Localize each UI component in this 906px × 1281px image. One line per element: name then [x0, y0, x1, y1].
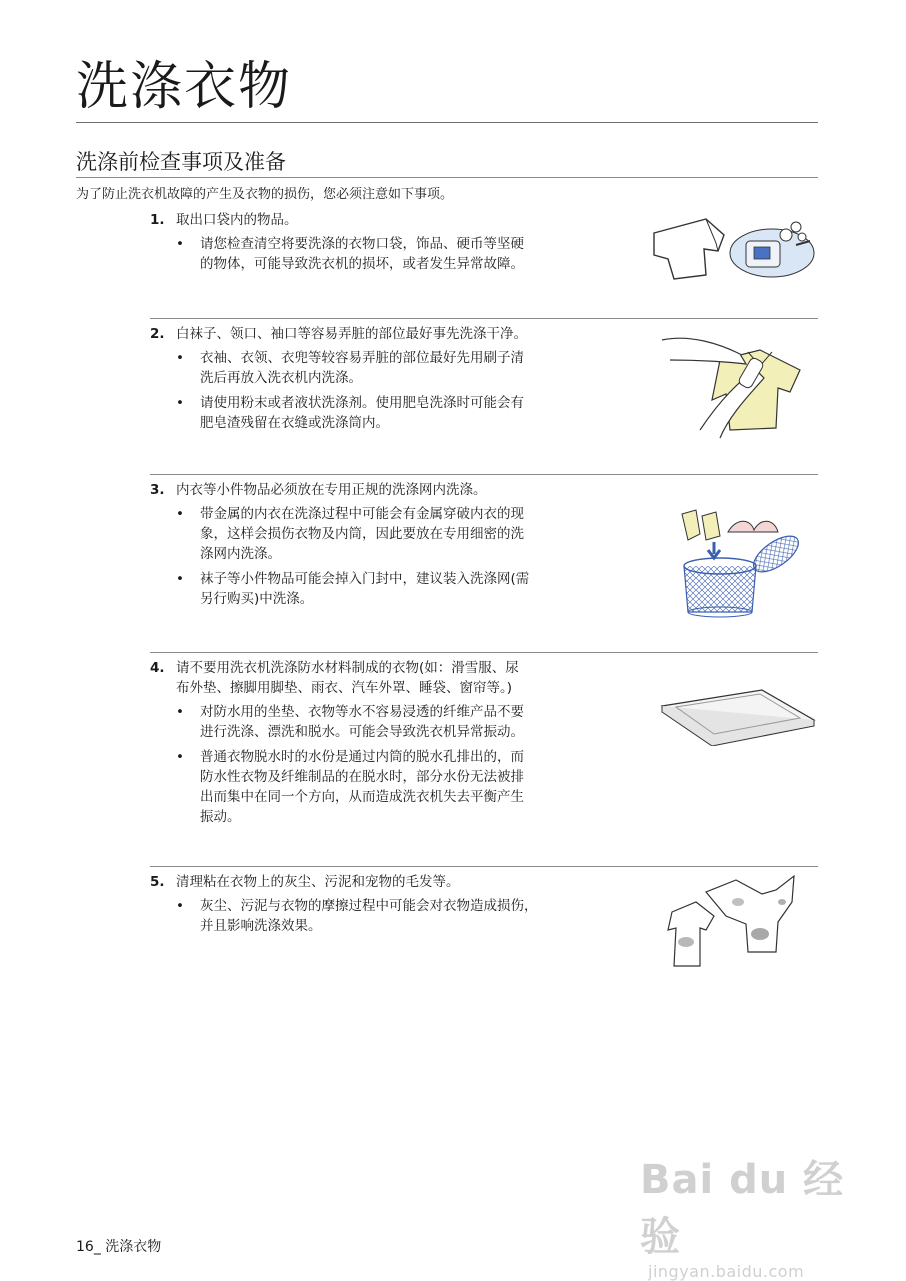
- item-heading: 请不要用洗衣机洗涤防水材料制成的衣物(如：滑雪服、尿: [176, 660, 519, 676]
- title-divider: [76, 122, 818, 123]
- bullet-line: 象，这样会损伤衣物及内筒，因此要放在专用细密的洗: [200, 526, 524, 542]
- bullet-line: • 带金属的内衣在洗涤过程中可能会有金属穿破内衣的现: [200, 506, 524, 522]
- item-heading: 布外垫、擦脚用脚垫、雨衣、汽车外罩、睡袋、窗帘等。): [176, 680, 513, 696]
- item-number: 4.: [150, 660, 165, 676]
- list-item-4: [150, 658, 600, 832]
- bullet-line: • 请使用粉末或者液状洗涤剂。使用肥皂洗涤时可能会有: [200, 395, 524, 411]
- laundry-net-illustration: [666, 500, 816, 620]
- list-item-3: [150, 480, 600, 614]
- bullet-line: • 普通衣物脱水时的水份是通过内筒的脱水孔排出的，而: [200, 749, 524, 765]
- dirty-clothes-illustration: [666, 872, 806, 972]
- list-item-1: [150, 210, 600, 279]
- bullet-line: 振动。: [200, 809, 241, 825]
- item-number: 1.: [150, 212, 165, 228]
- bullet-line: 防水性衣物及纤维制品的在脱水时，部分水份无法被排: [200, 769, 524, 785]
- bullet-line: • 衣袖、衣领、衣兜等较容易弄脏的部位最好先用刷子清: [200, 350, 524, 366]
- item-divider: [150, 474, 818, 475]
- list-item-5: [150, 872, 600, 941]
- watermark-url: jingyan.baidu.com: [648, 1262, 805, 1281]
- scrubbing-collar-illustration: [660, 330, 810, 440]
- bullet-line: • 请您检查清空将要洗涤的衣物口袋，饰品、硬币等坚硬: [200, 236, 524, 252]
- bullet-line: 涤网内洗涤。: [200, 546, 281, 562]
- item-number: 5.: [150, 874, 165, 890]
- bullet-item: [174, 747, 600, 827]
- item-divider: [150, 652, 818, 653]
- item-heading: 取出口袋内的物品。: [176, 212, 298, 228]
- bullet-item: [174, 348, 600, 388]
- bullet-item: [174, 234, 600, 274]
- section-divider: [76, 177, 818, 178]
- bullet-item: [174, 702, 600, 742]
- page-title: 洗涤衣物: [76, 57, 293, 117]
- item-number: 3.: [150, 482, 165, 498]
- bullet-line: 并且影响洗涤效果。: [200, 918, 322, 934]
- item-number: 2.: [150, 326, 165, 342]
- bullet-line: 另行购买)中洗涤。: [200, 591, 314, 607]
- intro-text: 为了防止洗衣机故障的产生及衣物的损伤，您必须注意如下事项。: [76, 187, 454, 202]
- section-title: 洗涤前检查事项及准备: [76, 150, 286, 174]
- list-item-2: [150, 324, 600, 438]
- item-divider: [150, 866, 818, 867]
- watermark-logo: Bai du 经验: [640, 1157, 845, 1260]
- bullet-line: • 袜子等小件物品可能会掉入门封中，建议装入洗涤网(需: [200, 571, 530, 587]
- item-heading: 清理粘在衣物上的灰尘、污泥和宠物的毛发等。: [176, 874, 460, 890]
- bullet-line: 肥皂渣残留在衣缝或洗涤筒内。: [200, 415, 389, 431]
- item-heading: 白袜子、领口、袖口等容易弄脏的部位最好事先洗涤干净。: [176, 326, 527, 342]
- bullet-line: • 灰尘、污泥与衣物的摩擦过程中可能会对衣物造成损伤，: [200, 898, 538, 914]
- baidu-watermark: [640, 1148, 860, 1281]
- bullet-item: [174, 504, 600, 564]
- bullet-line: 洗后再放入洗衣机内洗涤。: [200, 370, 362, 386]
- waterproof-pad-illustration: [658, 686, 818, 746]
- bullet-item: [174, 896, 600, 936]
- item-divider: [150, 318, 818, 319]
- bullet-line: 进行洗涤、漂洗和脱水。可能会导致洗衣机异常振动。: [200, 724, 524, 740]
- pocket-items-illustration: [646, 205, 816, 295]
- page-footer: 16_ 洗涤衣物: [76, 1239, 162, 1255]
- bullet-line: 的物体，可能导致洗衣机的损坏，或者发生异常故障。: [200, 256, 524, 272]
- item-heading: 内衣等小件物品必须放在专用正规的洗涤网内洗涤。: [176, 482, 487, 498]
- bullet-item: [174, 393, 600, 433]
- bullet-line: 出而集中在同一个方向，从而造成洗衣机失去平衡产生: [200, 789, 524, 805]
- bullet-line: • 对防水用的坐垫、衣物等水不容易浸透的纤维产品不要: [200, 704, 524, 720]
- bullet-item: [174, 569, 600, 609]
